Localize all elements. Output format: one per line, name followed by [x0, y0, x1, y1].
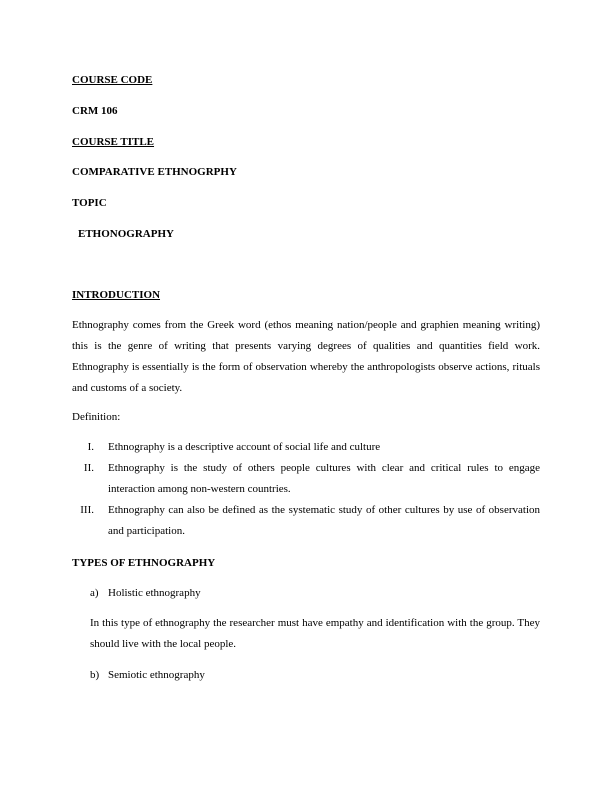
definition-item-number: III.	[80, 504, 94, 516]
definition-item-number: I.	[87, 441, 94, 453]
course-title-label: COURSE TITLE	[72, 136, 155, 148]
definition-label: Definition:	[72, 411, 121, 423]
definition-item	[72, 458, 540, 500]
holistic-description: In this type of ethnography the researcher must have empathy and identification with the group. They should live with the local people.	[90, 617, 540, 650]
definition-item-text: Ethnography can also be defined as the systematic study of other cultures by use of observation and participation.	[108, 504, 540, 537]
definition-item	[72, 437, 540, 458]
type-item-semiotic	[90, 668, 205, 682]
definition-item-text: Ethnography is the study of others people cultures with clear and critical rules to engage interaction among non-western countries.	[108, 462, 540, 495]
definition-item-text: Ethnography is a descriptive account of social life and culture	[108, 441, 381, 453]
type-item-label: Semiotic ethnography	[108, 669, 205, 681]
type-item-holistic	[90, 586, 201, 600]
topic: ETHONOGRAPHY	[78, 228, 174, 240]
definition-item	[72, 500, 540, 542]
type-item-marker: a)	[90, 587, 99, 599]
course-code-label: COURSE CODE	[72, 74, 153, 86]
type-item-marker: b)	[90, 669, 100, 681]
type-item-label: Holistic ethnography	[108, 587, 201, 599]
definition-list	[72, 437, 540, 542]
course-code: CRM 106	[72, 105, 118, 117]
topic-label: TOPIC	[72, 197, 107, 209]
types-heading: TYPES OF ETHNOGRAPHY	[72, 557, 216, 569]
introduction-paragraph: Ethnography comes from the Greek word (ethos meaning nation/people and graphien meaning writing) this is the genre of writing that presents varying degrees of qualities and quantities field work. Ethnography is essentially is the form of observation whereby the anthropologists observe actions, rituals and customs of a society.	[72, 319, 540, 394]
definition-item-number: II.	[83, 462, 94, 474]
course-title: COMPARATIVE ETHNOGRPHY	[72, 166, 237, 178]
introduction-heading: INTRODUCTION	[72, 289, 161, 301]
